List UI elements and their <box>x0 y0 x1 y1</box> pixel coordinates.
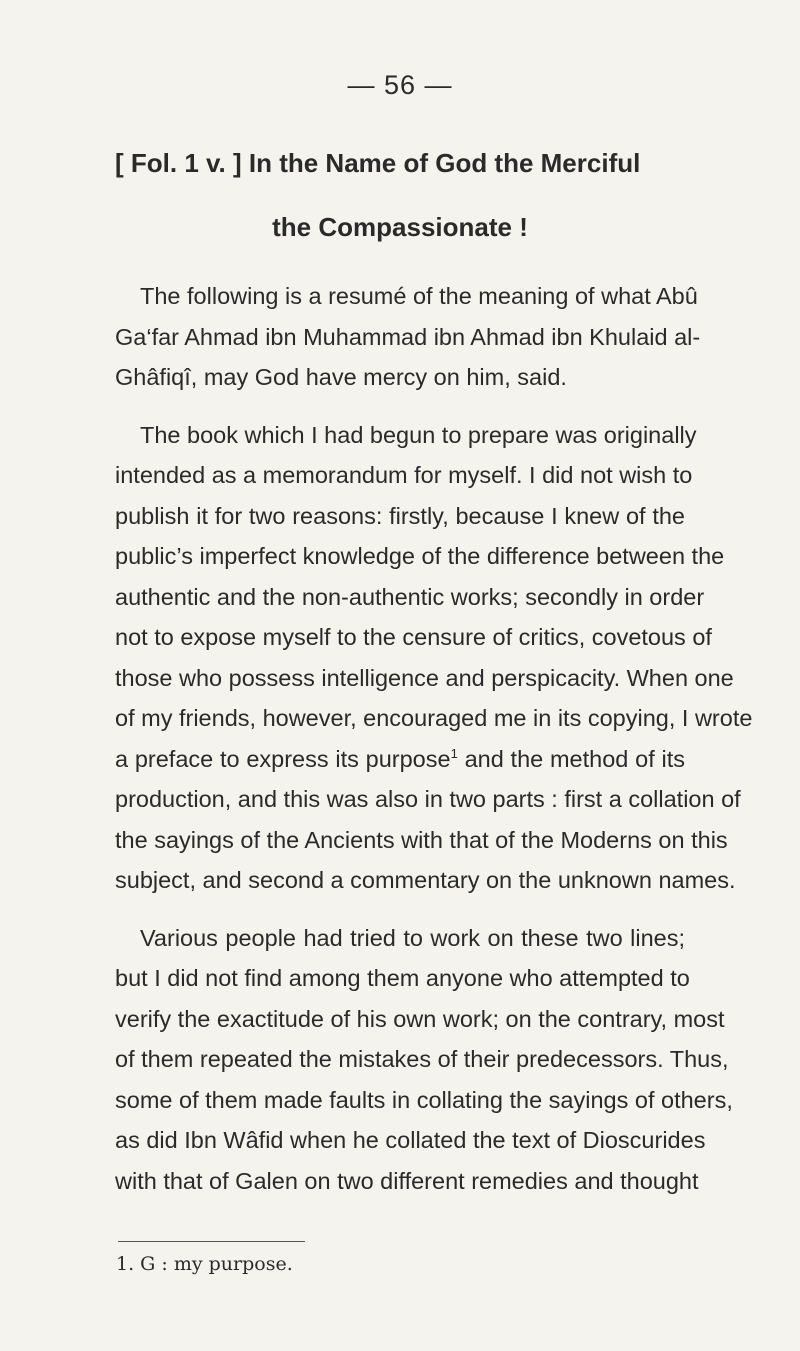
text-line: but I did not find among them anyone who attempted to <box>115 965 690 991</box>
footnote: 1. G : my purpose. <box>116 1253 293 1275</box>
text-line: production, and this was also in two parts : first a collation of <box>115 786 741 812</box>
text-line: verify the exactitude of his own work; on the contrary, most <box>115 1006 725 1032</box>
text-line: Ghâfiqî, may God have mercy on him, said. <box>115 364 567 390</box>
text-line-with-footnote <box>115 744 685 774</box>
footnote-divider <box>118 1241 305 1242</box>
text-line: public’s imperfect knowledge of the difference between the <box>115 543 725 569</box>
text-line: The book which I had begun to prepare was originally <box>140 422 697 448</box>
text-line: some of them made faults in collating the sayings of others, <box>115 1087 733 1113</box>
text-line: Ga‘far Ahmad ibn Muhammad ibn Ahmad ibn Khulaid al- <box>115 324 701 350</box>
page-number: — 56 — <box>347 70 453 100</box>
text-line: subject, and second a commentary on the unknown names. <box>115 867 736 893</box>
text-line-tail: and the method of its <box>457 746 685 772</box>
text-line: of them repeated the mistakes of their predecessors. Thus, <box>115 1046 729 1072</box>
text-line: Various people had tried to work on these two lines; <box>140 925 685 951</box>
text-line: the sayings of the Ancients with that of the Moderns on this <box>115 827 728 853</box>
text-line: The following is a resumé of the meaning of what Abû <box>140 283 698 309</box>
chapter-heading-line-2: the Compassionate ! <box>272 212 528 242</box>
text-line: not to expose myself to the censure of critics, covetous of <box>115 624 712 650</box>
text-line: with that of Galen on two different remedies and thought <box>115 1168 699 1194</box>
text-line: intended as a memorandum for myself. I did not wish to <box>115 462 693 488</box>
text-line: as did Ibn Wâfid when he collated the text of Dioscurides <box>115 1127 706 1153</box>
text-line: authentic and the non-authentic works; secondly in order <box>115 584 705 610</box>
text-line-start: a preface to express its purpose <box>115 746 451 772</box>
text-line: publish it for two reasons: firstly, because I knew of the <box>115 503 685 529</box>
chapter-heading-line-1: [ Fol. 1 v. ] In the Name of God the Merciful <box>115 148 641 178</box>
text-line: of my friends, however, encouraged me in its copying, I wrote <box>115 705 753 731</box>
text-line: those who possess intelligence and perspicacity. When one <box>115 665 734 691</box>
footnote-marker: 1 <box>450 746 458 761</box>
